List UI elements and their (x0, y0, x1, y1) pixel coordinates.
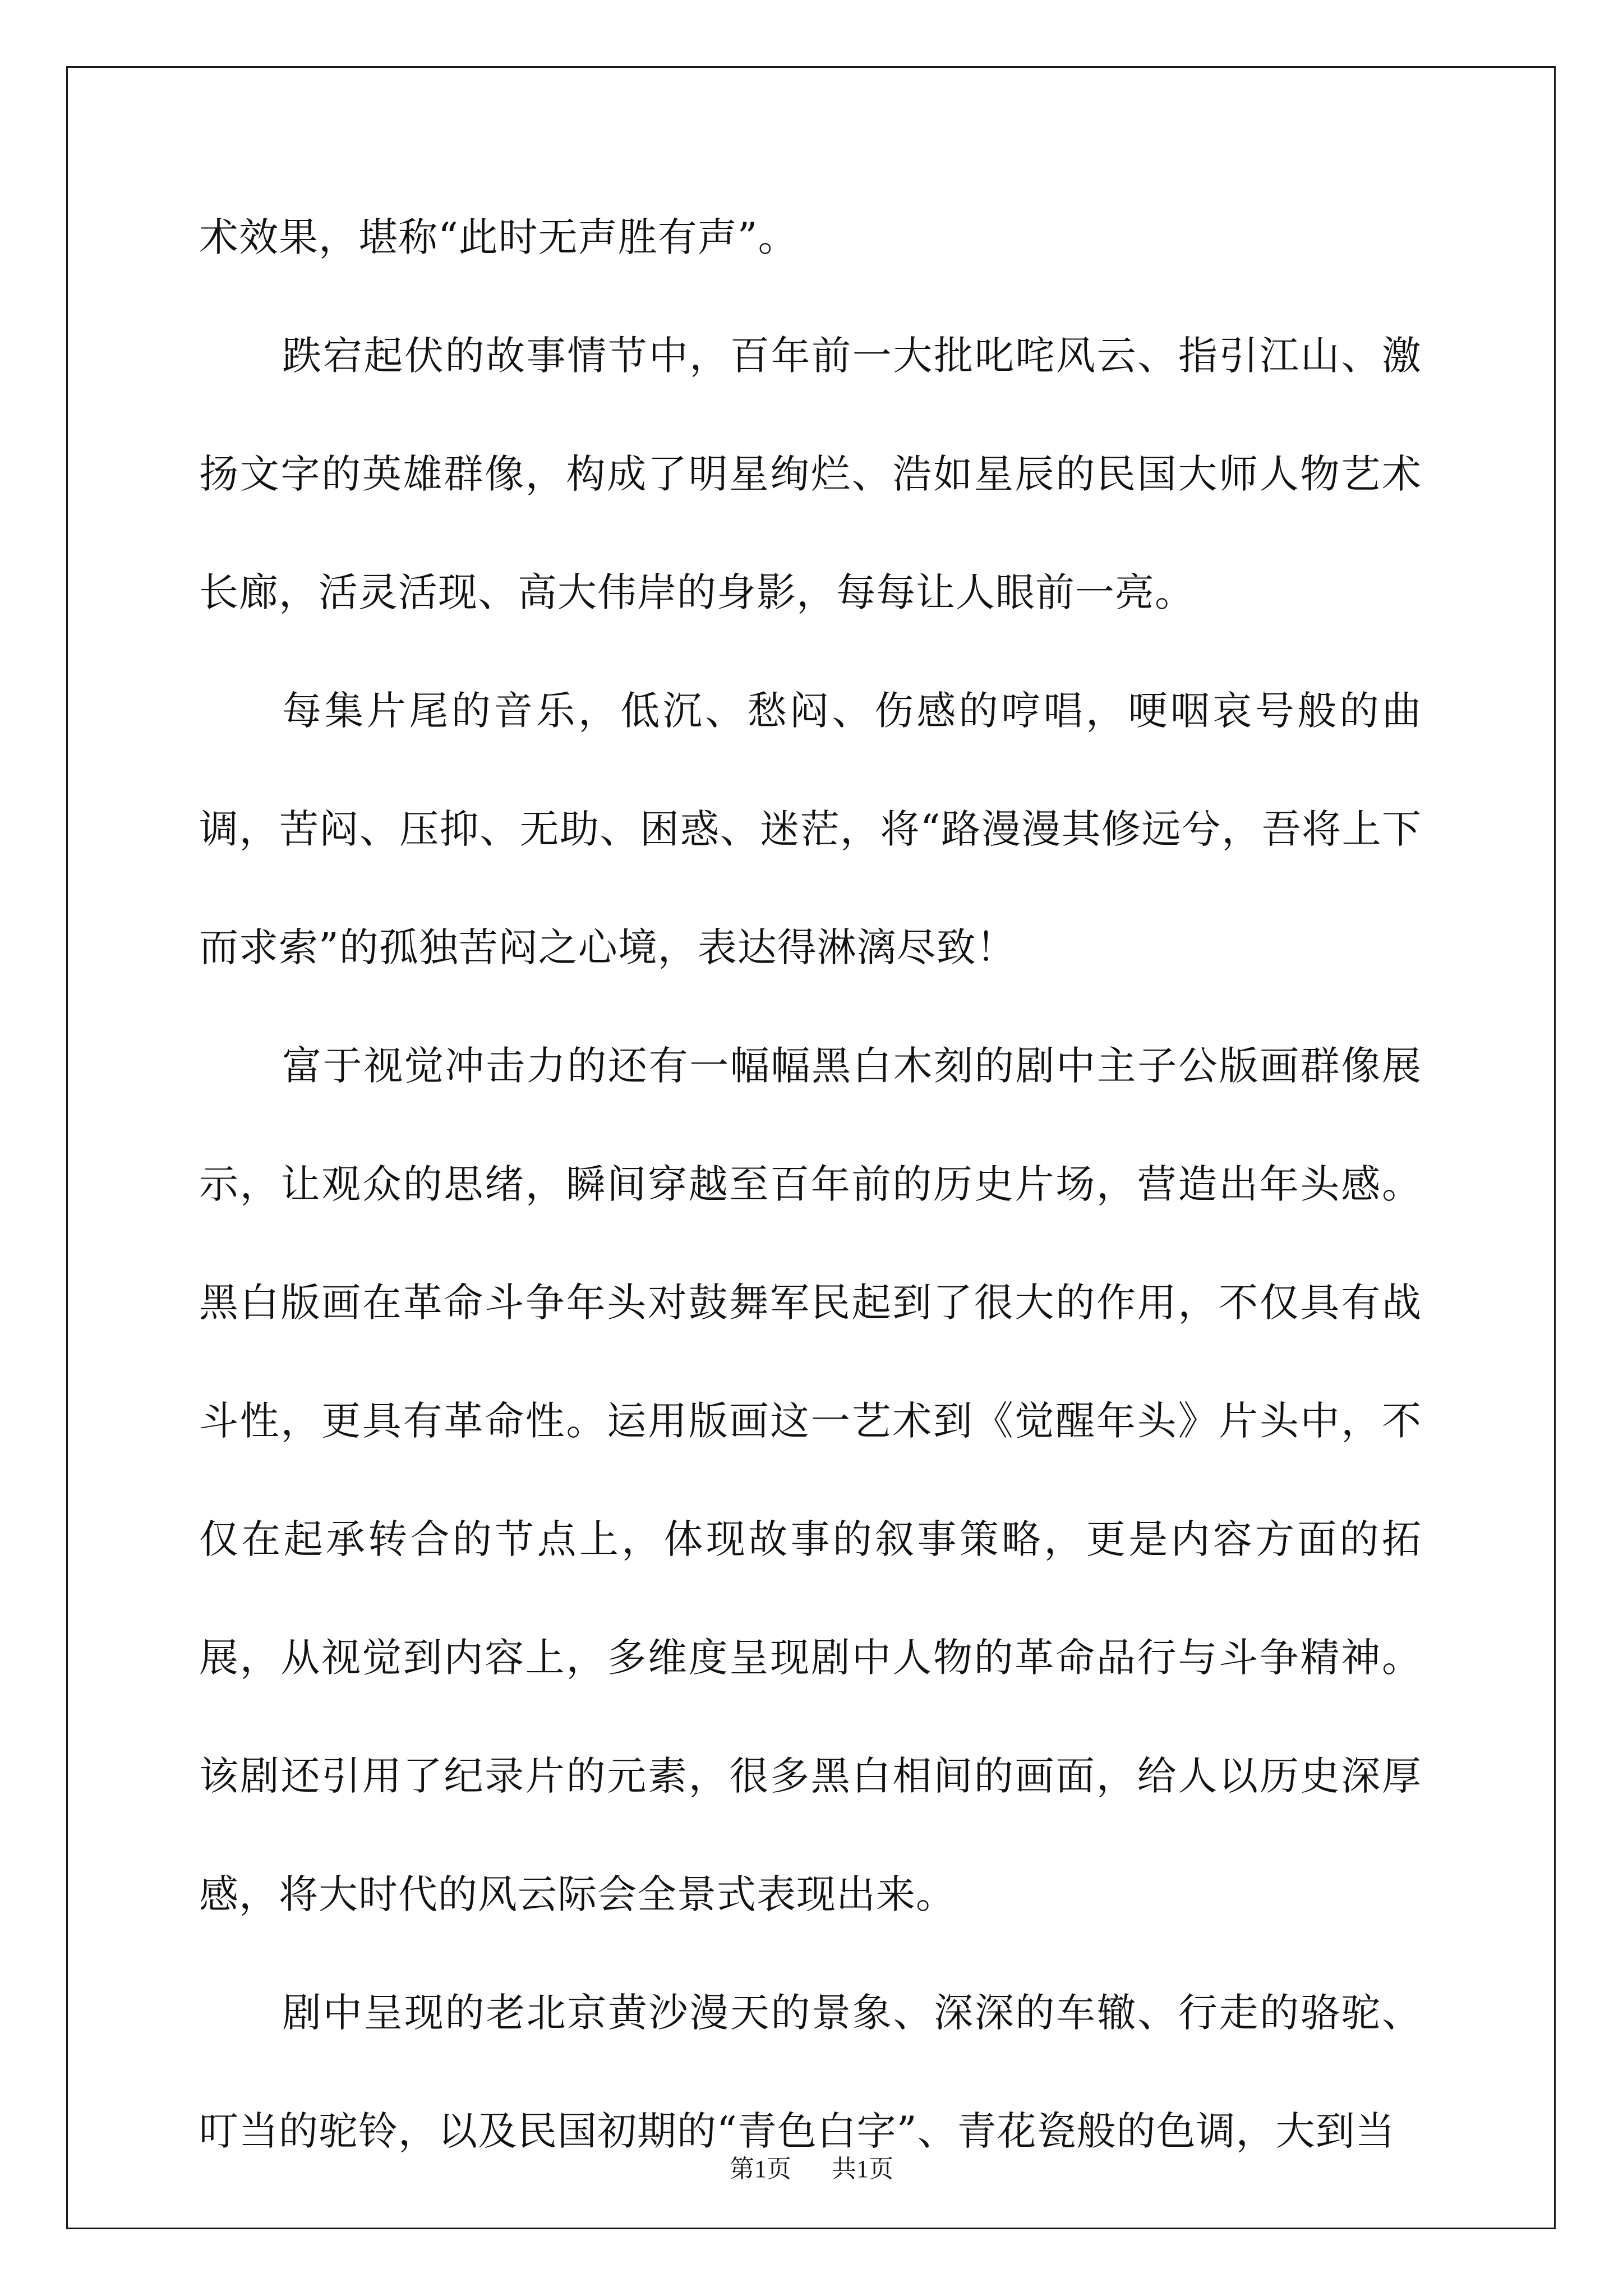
page-number-total: 共1页 (832, 2155, 893, 2183)
paragraph-3: 每集片尾的音乐，低沉、愁闷、伤感的哼唱，哽咽哀号般的曲调，苦闷、压抑、无助、困惑、迷茫，将“路漫漫其修远兮，吾将上下而求索”的孤独苦闷之心境，表达得淋漓尽致！ (199, 688, 1422, 970)
paragraph-5: 剧中呈现的老北京黄沙漫天的景象、深深的车辙、行走的骆驼、叮当的驼铃，以及民国初期的“青色白字”、青花瓷般的色调，大到当 (199, 1990, 1422, 2154)
paragraph-4: 富于视觉冲击力的还有一幅幅黑白木刻的剧中主子公版画群像展示，让观众的思绪，瞬间穿越至百年前的历史片场，营造出年头感。黑白版画在革命斗争年头对鼓舞军民起到了很大的作用，不仅具有战斗性，更具有革命性。运用版画这一艺术到《觉醒年头》片头中，不仅在起承转合的节点上，体现故事的叙事策略，更是内容方面的拓展，从视觉到内容上，多维度呈现剧中人物的革命品行与斗争精神。该剧还引用了纪录片的元素，很多黑白相间的画面，给人以历史深厚感，将大时代的风云际会全景式表现出来。 (199, 1043, 1422, 1917)
page-number-current: 第1页 (730, 2155, 791, 2183)
document-body (199, 178, 1422, 2191)
page-footer (0, 2148, 1623, 2184)
paragraph-1: 术效果，堪称“此时无声胜有声”。 (199, 214, 798, 260)
paragraph-2: 跌宕起伏的故事情节中，百年前一大批叱咤风云、指引江山、激扬文字的英雄群像，构成了明星绚烂、浩如星辰的民国大师人物艺术长廊，活灵活现、高大伟岸的身影，每每让人眼前一亮。 (199, 333, 1422, 615)
